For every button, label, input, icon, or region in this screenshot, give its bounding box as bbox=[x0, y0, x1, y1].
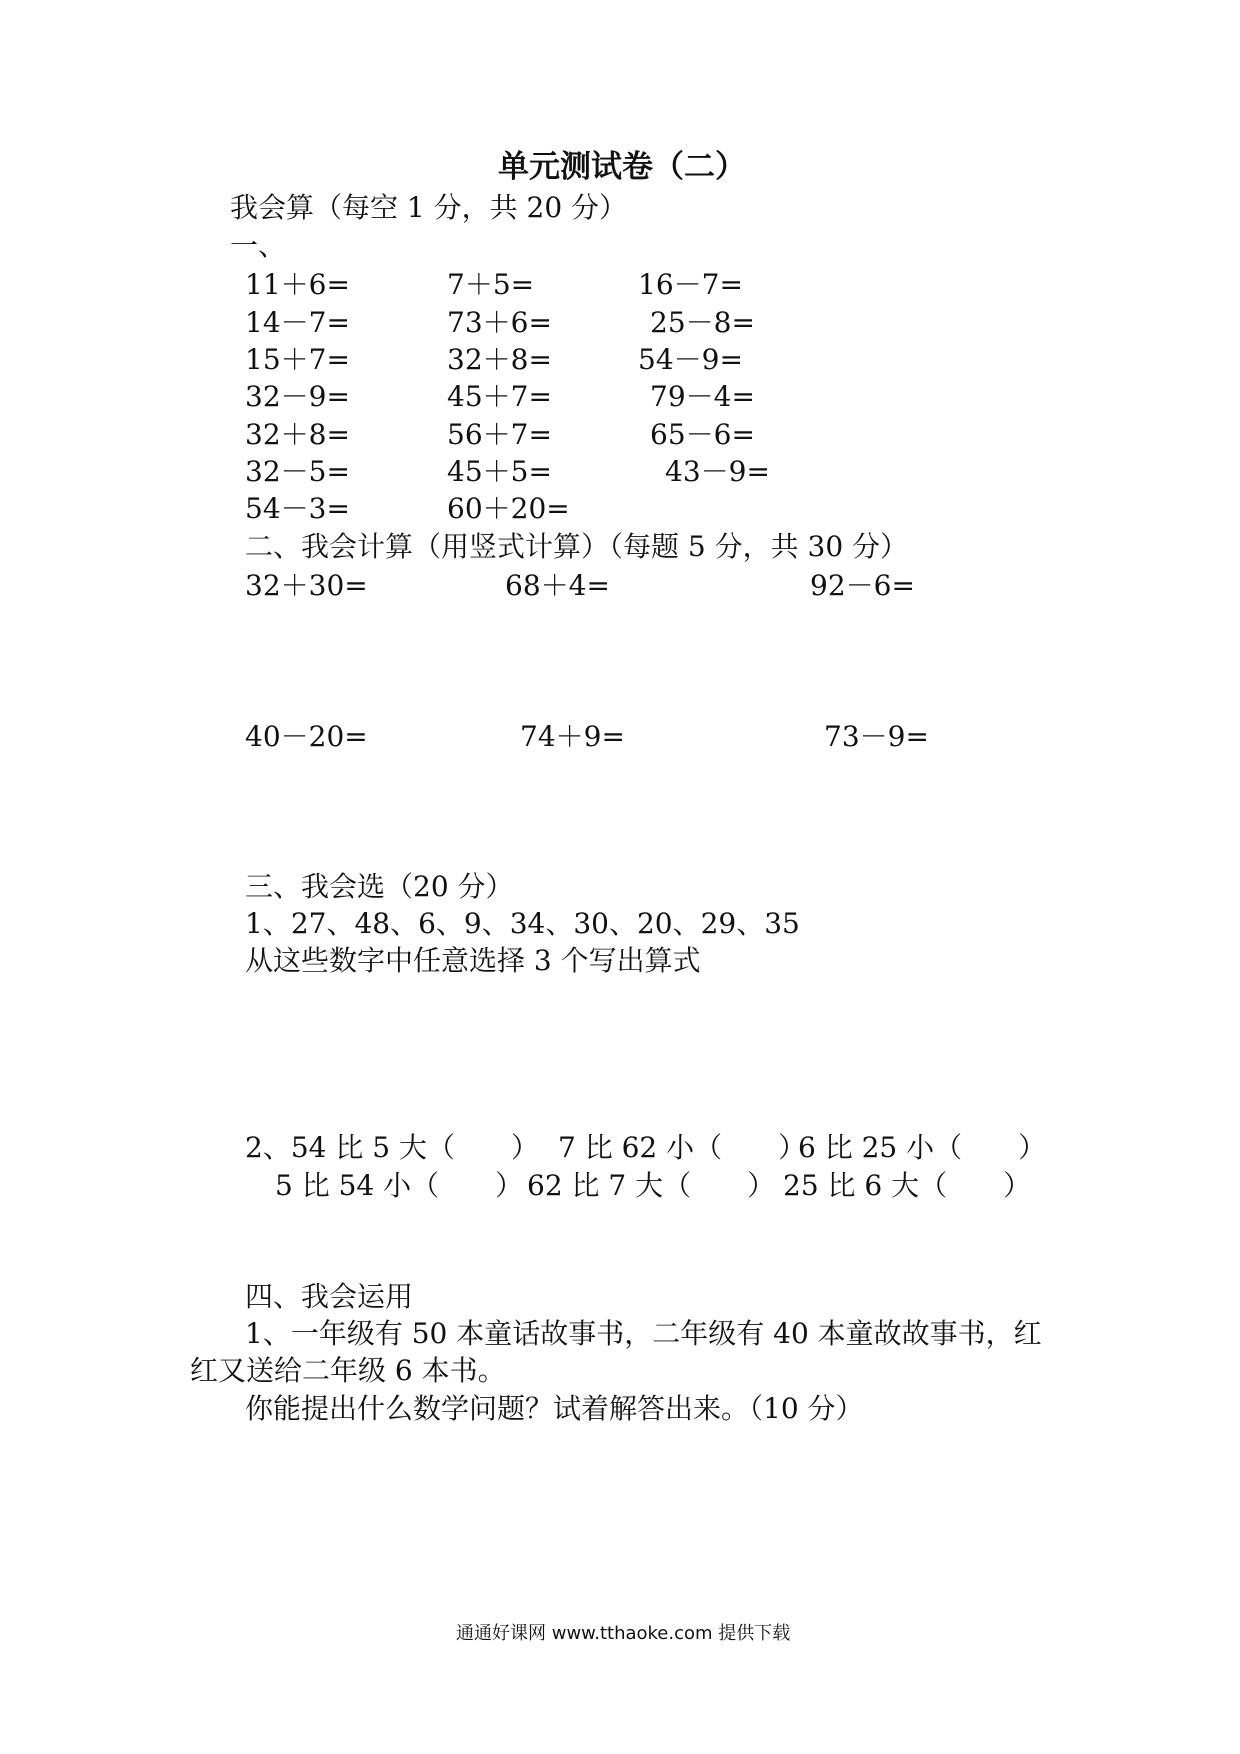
footer-credit: 通通好课网 www.tthaoke.com 提供下载 bbox=[456, 1623, 791, 1644]
arith-problem: 32－5= bbox=[245, 455, 350, 488]
page-title: 单元测试卷（二） bbox=[498, 149, 746, 185]
arith-problem: 16－7= bbox=[638, 268, 743, 301]
vertical-calc-problem: 32＋30= bbox=[245, 569, 368, 602]
arith-problem: 54－3= bbox=[245, 492, 350, 525]
vertical-calc-problem: 73－9= bbox=[824, 720, 929, 753]
arith-problem: 25－8= bbox=[650, 306, 755, 339]
scoring-intro: 我会算（每空 1 分，共 20 分） bbox=[230, 191, 628, 224]
arith-problem: 60＋20= bbox=[447, 492, 570, 525]
arith-problem: 7＋5= bbox=[447, 268, 535, 301]
arith-problem: 79－4= bbox=[650, 380, 755, 413]
word-problem-line: 1、一年级有 50 本童话故事书，二年级有 40 本童故故事书，红 bbox=[245, 1317, 1042, 1350]
arith-problem: 56＋7= bbox=[447, 418, 552, 451]
arith-problem: 11＋6= bbox=[245, 268, 350, 301]
word-problem-line: 红又送给二年级 6 本书。 bbox=[190, 1354, 506, 1387]
word-problem-line: 你能提出什么数学问题？试着解答出来。（10 分） bbox=[245, 1392, 864, 1425]
section4-heading: 四、我会运用 bbox=[245, 1280, 414, 1313]
arith-problem: 45＋7= bbox=[447, 380, 552, 413]
arith-problem: 45＋5= bbox=[447, 455, 552, 488]
compare-question: 5 比 54 小（ ） bbox=[275, 1169, 524, 1202]
arith-problem: 32－9= bbox=[245, 380, 350, 413]
vertical-calc-problem: 40－20= bbox=[245, 720, 368, 753]
vertical-calc-problem: 68＋4= bbox=[505, 569, 610, 602]
arith-problem: 15＋7= bbox=[245, 343, 350, 376]
arith-problem: 14－7= bbox=[245, 306, 350, 339]
question-instruction: 从这些数字中任意选择 3 个写出算式 bbox=[245, 944, 701, 977]
section2-heading: 二、我会计算（用竖式计算）（每题 5 分，共 30 分） bbox=[245, 530, 909, 563]
number-list: 1、27、48、6、9、34、30、20、29、35 bbox=[245, 907, 800, 940]
vertical-calc-problem: 92－6= bbox=[810, 569, 915, 602]
section3-heading: 三、我会选（20 分） bbox=[245, 870, 514, 903]
arith-problem: 32＋8= bbox=[245, 418, 350, 451]
compare-question: 7 比 62 小（ ） bbox=[558, 1131, 807, 1164]
arith-problem: 32＋8= bbox=[447, 343, 552, 376]
arith-problem: 65－6= bbox=[650, 418, 755, 451]
compare-question: 25 比 6 大（ ） bbox=[783, 1169, 1032, 1202]
compare-question: 62 比 7 大（ ） bbox=[527, 1169, 776, 1202]
arith-problem: 43－9= bbox=[665, 455, 770, 488]
arith-problem: 73＋6= bbox=[447, 306, 552, 339]
arith-problem: 54－9= bbox=[638, 343, 743, 376]
vertical-calc-problem: 74＋9= bbox=[520, 720, 625, 753]
compare-question: 6 比 25 小（ ） bbox=[798, 1131, 1047, 1164]
compare-question: 2、54 比 5 大（ ） bbox=[245, 1131, 539, 1164]
section1-label: 一、 bbox=[230, 229, 287, 262]
